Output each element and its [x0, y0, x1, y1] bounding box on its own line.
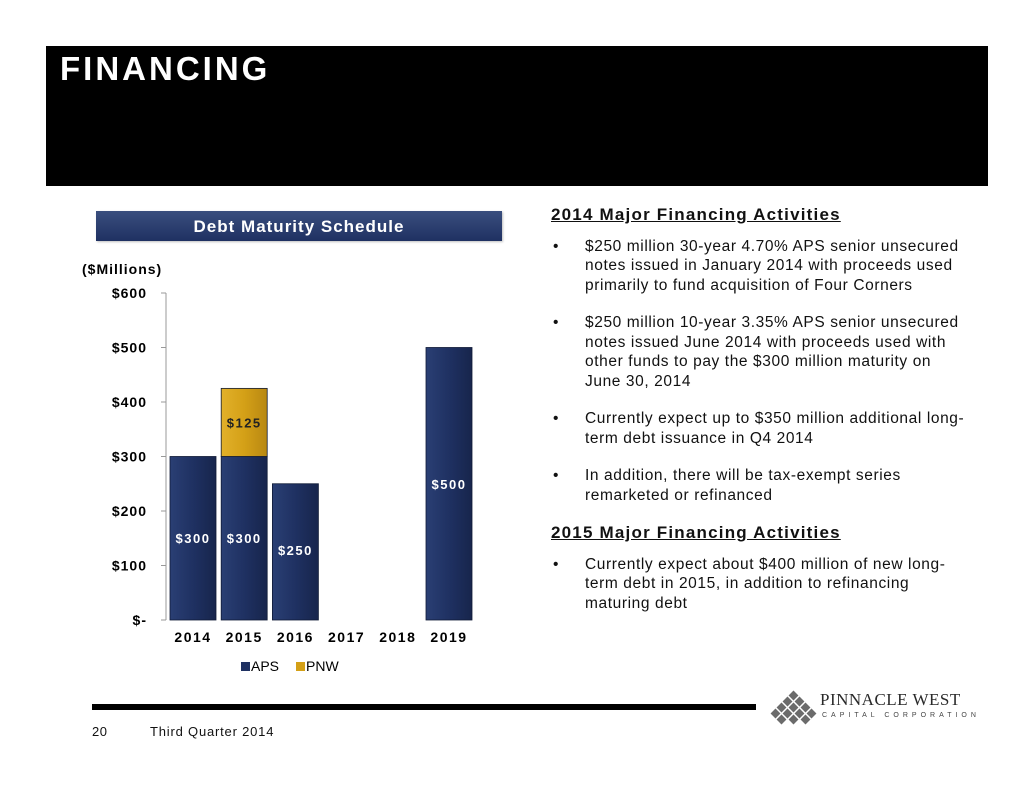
x-tick-label: 2014: [174, 629, 212, 645]
section-2014-list: [551, 237, 971, 506]
y-tick-label: $300: [111, 448, 147, 465]
diamond-logo-icon: [770, 690, 818, 734]
y-tick-label: $-: [132, 612, 147, 628]
footer-period: Third Quarter 2014: [150, 724, 275, 739]
y-tick-label: $400: [111, 394, 147, 410]
data-label: $500: [431, 477, 467, 492]
legend-swatch-aps: [241, 662, 250, 671]
logo-subtitle: CAPITAL CORPORATION: [822, 712, 980, 719]
footer-rule: [92, 704, 756, 710]
page-title: FINANCING: [60, 50, 271, 87]
x-tick-label: 2018: [379, 629, 417, 645]
data-label: $125: [226, 415, 262, 431]
x-tick-label: 2019: [430, 629, 468, 645]
bullet-item: • Currently expect about $400 million of new long-term debt in 2015, in addition to refinancing maturing debt: [551, 555, 971, 614]
x-tick-label: 2017: [328, 629, 366, 645]
y-tick-label: $100: [111, 557, 147, 574]
chart-banner: Debt Maturity Schedule: [96, 211, 502, 241]
bullet-item: • Currently expect up to $350 million additional long-term debt issuance in Q4 2014: [551, 409, 971, 448]
bullet-item: • In addition, there will be tax-exempt series remarketed or refinanced: [551, 466, 971, 505]
legend-label-aps: APS: [251, 658, 280, 674]
legend-swatch-pnw: [296, 662, 305, 671]
data-label: $300: [175, 531, 211, 546]
section-2015-list: [551, 555, 971, 614]
data-label: $250: [277, 543, 313, 558]
bullet-item: • $250 million 30-year 4.70% APS senior unsecured notes issued in January 2014 with proceeds used primarily to fund acquisition of Four Corners: [551, 237, 971, 296]
company-logo: [770, 690, 980, 734]
legend-label-pnw: PNW: [306, 658, 339, 674]
x-tick-label: 2015: [225, 629, 263, 645]
unit-label: ($Millions): [82, 261, 163, 277]
financing-activities: [551, 205, 971, 631]
data-label: $300: [226, 531, 262, 546]
x-tick-label: 2016: [276, 629, 314, 645]
section-2014-heading: 2014 Major Financing Activities: [551, 205, 841, 224]
y-tick-label: $500: [111, 339, 147, 356]
bullet-item: • $250 million 10-year 3.35% APS senior unsecured notes issued June 2014 with proceeds used with other funds to pay the $300 million maturity on June 30, 2014: [551, 313, 971, 391]
logo-name: PINNACLE WEST: [820, 690, 961, 709]
section-2015-heading: 2015 Major Financing Activities: [551, 523, 841, 542]
y-tick-label: $200: [111, 503, 147, 519]
page-number: 20: [92, 724, 108, 739]
y-tick-label: $600: [111, 285, 147, 301]
